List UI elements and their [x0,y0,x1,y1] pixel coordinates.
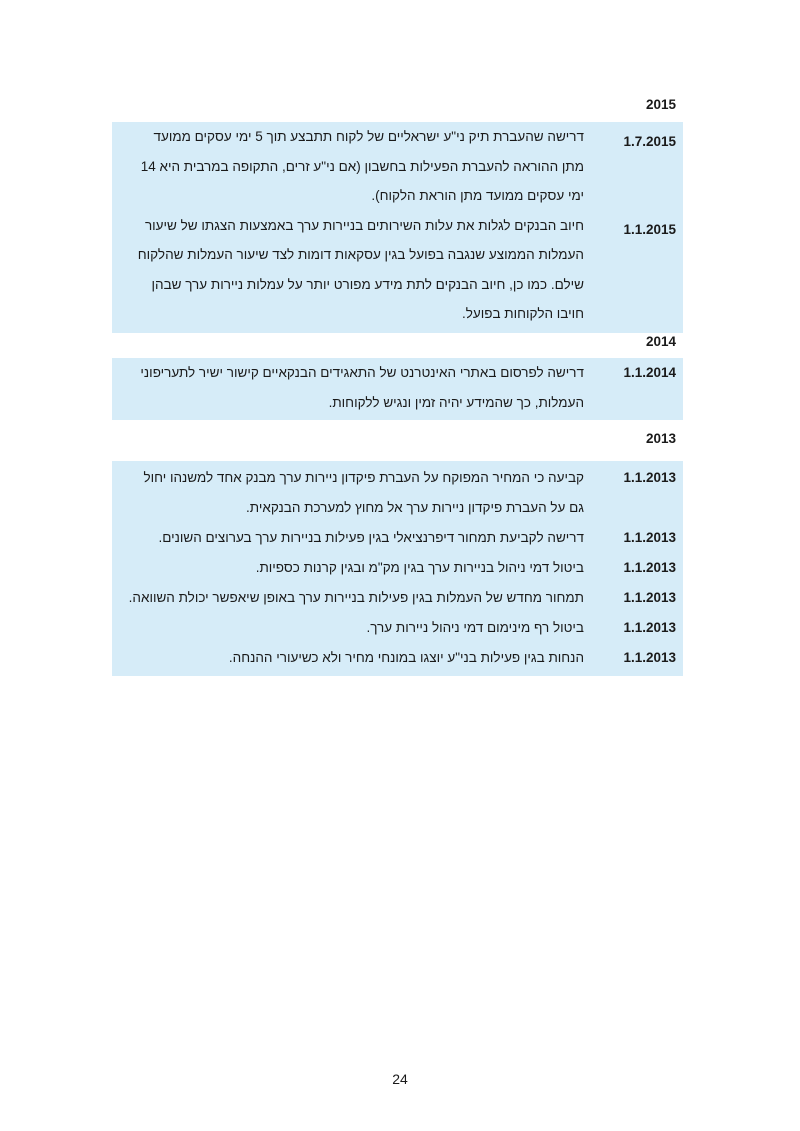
entry-text [112,583,584,613]
table-row [112,461,683,523]
entry-date: 1.1.2013 [623,620,676,635]
table-row [112,122,683,211]
table-row [112,358,683,420]
entry-date: 1.1.2013 [623,650,676,665]
table-row [112,583,683,613]
entry-text-line: מתן ההוראה להעברת הפעילות בחשבון (אם ני"ע זרים, התקופה במרבית היא 14 [140,158,584,174]
entry-text-line: שילם. כמו כן, חיוב הבנקים לתת מידע מפורט יותר על עמלות ניירות ערך שבהן [151,276,584,292]
entry-text-line: דרישה שהעברת תיק ני"ע ישראליים של לקוח תתבצע תוך 5 ימי עסקים ממועד [153,129,584,144]
page-number: 24 [392,1071,408,1087]
table-row [112,523,683,553]
table-row [112,613,683,643]
entry-text [112,211,584,333]
entry-text-line: העמלות הממוצע שנגבה בפועל בגין עסקאות דומות לצד שיעור העמלות שהלקוח [137,247,584,262]
entry-date: 1.1.2014 [623,365,676,380]
entry-date: 1.1.2013 [623,530,676,545]
entry-date: 1.1.2013 [623,590,676,605]
year-heading-2015: 2015 [645,97,676,112]
table-row [112,643,683,676]
entry-text [112,461,584,523]
entry-text-line: ימי עסקים ממועד מתן הוראת הלקוח). [371,188,584,203]
entry-text-line: חיוב הבנקים לגלות את עלות השירותים בניירות ערך באמצעות הצגתו של שיעור [144,217,584,233]
year-heading-2014: 2014 [645,334,676,349]
entry-text-line: חויבו הלקוחות בפועל. [461,306,584,321]
entry-date: 1.1.2015 [623,221,676,237]
entry-text-line: הנחות בגין פעילות בני"ע יוצגו במונחי מחיר ולא כשיעורי ההנחה. [228,650,584,665]
entry-text [112,643,584,676]
entry-text [112,122,584,211]
entry-text [112,613,584,643]
entry-text-line: ביטול רף מינימום דמי ניהול ניירות ערך. [366,620,584,635]
entry-text-line: דרישה לפרסום באתרי האינטרנט של התאגידים הבנקאיים קישור ישיר לתעריפוני [140,365,584,380]
entry-text-line: גם על העברת פיקדון ניירות ערך אל מחוץ למערכת הבנקאית. [246,499,584,515]
entries-table-2014 [112,358,683,420]
entries-table-2015 [112,122,683,333]
entries-table-2013 [112,461,683,676]
entry-text [112,523,584,553]
entry-text-line: תמחור מחדש של העמלות בגין פעילות בניירות ערך באופן שיאפשר יכולת השוואה. [128,590,584,605]
entry-text-line: העמלות, כך שהמידע יהיה זמין ונגיש ללקוחות. [328,394,584,410]
year-heading-2013: 2013 [645,431,676,446]
entry-text-line: דרישה לקביעת תמחור דיפרנציאלי בגין פעילות בניירות ערך בערוצים השונים. [158,530,584,545]
entry-date: 1.1.2013 [623,470,676,485]
entry-text-line: קביעה כי המחיר המפוקח על העברת פיקדון ניירות ערך מבנק אחד למשנהו יחול [143,470,584,485]
entry-date: 1.1.2013 [623,560,676,575]
entry-text-line: ביטול דמי ניהול בניירות ערך בגין מק"מ ובגין קרנות כספיות. [255,560,584,575]
entry-text [112,553,584,583]
table-row [112,553,683,583]
entry-text [112,358,584,420]
entry-date: 1.7.2015 [623,134,676,149]
table-row [112,211,683,333]
